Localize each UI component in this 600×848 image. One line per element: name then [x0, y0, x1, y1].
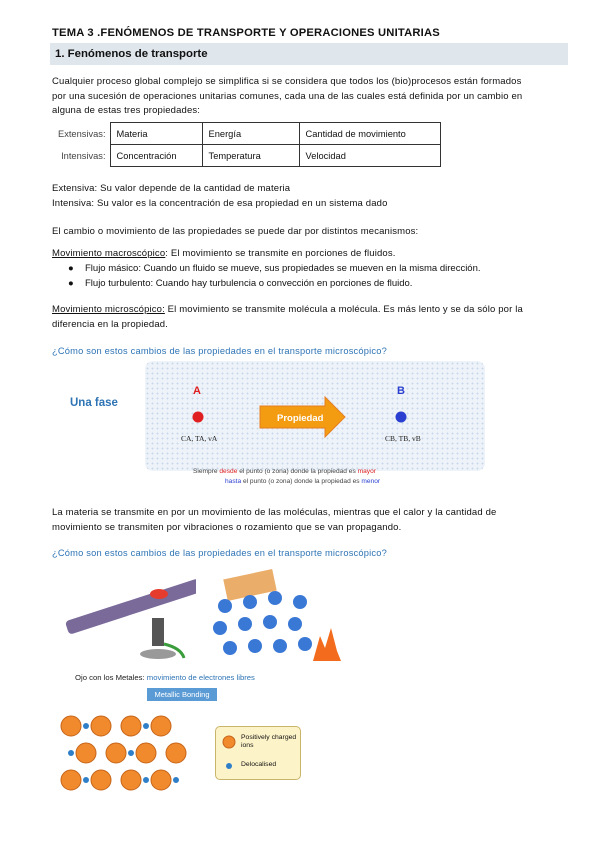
point-a-values: CA, TA, vA	[181, 434, 218, 443]
fire-icon	[313, 628, 341, 661]
table-row-intensive	[52, 145, 440, 167]
table-cell: Concentración	[110, 145, 202, 167]
microscopic-title: Movimiento microscópico:	[52, 304, 165, 315]
macroscopic-text: : El movimiento se transmite en porciones de fluidos.	[165, 248, 396, 259]
atom-lattice-illustration	[205, 566, 345, 664]
definition-intensiva: Intensiva: Su valor es la concentración de esa propiedad en un sistema dado	[52, 197, 388, 209]
metal-bar	[65, 578, 196, 635]
burner-base-icon	[140, 649, 176, 659]
legend-ions-label: Positively charged ions	[241, 734, 297, 749]
intro-paragraph	[52, 75, 572, 119]
burner-icon	[152, 618, 164, 646]
metals-caption: Ojo con los Metales: movimiento de electrones libres	[75, 673, 255, 682]
list-item: ● Flujo turbulento: Cuando hay turbulencia o convección en porciones de fluido.	[85, 277, 481, 292]
definitions	[52, 182, 572, 211]
section-heading-bar	[50, 43, 568, 65]
phase-label: Una fase	[70, 397, 118, 409]
microscopic-text: El movimiento se transmite molécula a molécula. Es más lento y se da sólo por la	[164, 304, 523, 315]
matter-paragraph: La materia se transmite en por un movimiento de las moléculas, mientras que el calor y la cantidad de movimiento se transmiten por vibraciones o rozamiento que se van propagando.	[52, 507, 497, 533]
list-item: ● Flujo másico: Cuando un fluido se mueve, sus propiedades se mueven en la misma dirección.	[85, 262, 481, 277]
metallic-bonding-illustration	[56, 708, 196, 796]
mechanisms-intro: El cambio o movimiento de las propiedades se puede dar por distintos mecanismos:	[52, 226, 419, 237]
document-title: TEMA 3 .FENÓMENOS DE TRANSPORTE Y OPERACIONES UNITARIAS	[52, 27, 440, 39]
metallic-bonding-label: Metallic Bonding	[147, 688, 217, 701]
diagram-caption-1: Siempre desde el punto (o zona) donde la propiedad es mayor	[193, 468, 376, 475]
legend-delocalised-label: Delocalised	[241, 761, 277, 768]
macroscopic-title: Movimiento macroscópico	[52, 248, 166, 259]
bullet-icon: ●	[68, 277, 74, 289]
section-heading: 1. Fenómenos de transporte	[55, 48, 208, 60]
intro-line: por una sucesión de operaciones unitarias comunes, cada una de las cuales está definida por un cambio en	[52, 90, 523, 102]
intro-line: alguna de estas tres propiedades:	[52, 105, 201, 117]
intro-line: Cualquier proceso global complejo se simplifica si se considera que todos los (bio)procesos están formados	[52, 76, 522, 87]
electron-icon	[226, 763, 232, 769]
table-cell: Velocidad	[299, 145, 440, 167]
table-cell: Materia	[110, 123, 202, 145]
point-b-label: B	[397, 385, 405, 397]
properties-table	[52, 122, 441, 167]
table-cell: Temperatura	[202, 145, 299, 167]
point-a-marker	[193, 412, 204, 423]
arrow-label: Propiedad	[277, 413, 324, 424]
bonding-legend	[215, 726, 301, 780]
microscopic-paragraph	[52, 303, 572, 332]
point-b-marker	[396, 412, 407, 423]
point-b-values: CB, TB, vB	[385, 434, 421, 443]
microscopic-text-line2: diferencia en la propiedad.	[52, 318, 169, 330]
bullet-icon: ●	[68, 263, 74, 274]
transport-diagram-graphic	[145, 361, 485, 471]
table-row-extensive	[52, 123, 440, 145]
heat-conduction-illustration	[56, 566, 196, 664]
definition-extensiva: Extensiva: Su valor depende de la cantidad de materia	[52, 183, 291, 194]
flame-icon	[150, 589, 168, 599]
diagram-caption-2: hasta el punto (o zona) donde la propiedad es menor	[225, 478, 381, 485]
question-heading-2: ¿Cómo son estos cambios de las propiedades en el transporte microscópico?	[52, 548, 387, 558]
table-cell: Cantidad de movimiento	[299, 123, 440, 145]
row-label: Intensivas:	[61, 150, 106, 161]
macroscopic-paragraph	[52, 247, 572, 262]
row-label: Extensivas:	[58, 128, 106, 139]
table-cell: Energía	[202, 123, 299, 145]
ion-icon	[223, 736, 235, 748]
point-a-label: A	[193, 385, 201, 397]
question-heading-1: ¿Cómo son estos cambios de las propiedades en el transporte microscópico?	[52, 346, 387, 356]
flow-list	[52, 262, 481, 291]
transport-diagram	[145, 361, 485, 471]
